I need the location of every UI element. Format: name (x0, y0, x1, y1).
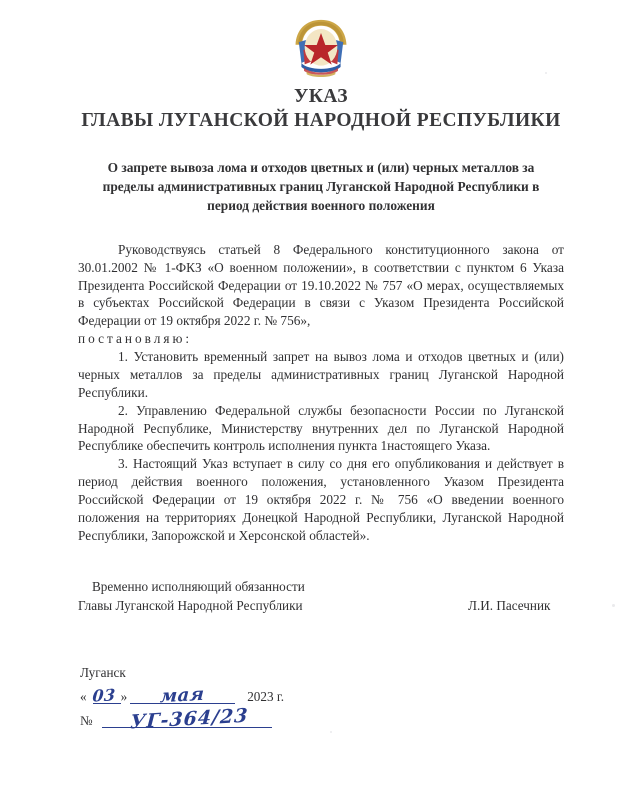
document-body (78, 241, 564, 545)
body-item-2: 2. Управлению Федеральной службы безопасности России по Луганской Народной Республике, Министерству внутренних дел по Луганской Народной Республике обеспечить контроль исполнения пункта 1настоящего Указа. (78, 402, 564, 454)
signature-role-line-2: Главы Луганской Народной Республики (78, 597, 303, 613)
date-day-underline (93, 703, 121, 704)
handwritten-month: мая (159, 683, 206, 708)
emblem-container (0, 0, 642, 82)
scan-speck (612, 604, 615, 607)
signature-role-line-1: Временно исполняющий обязанности (92, 579, 305, 594)
city-label: Луганск (80, 665, 126, 680)
body-item-3: 3. Настоящий Указ вступает в силу со дня его опубликования и действует в период действия военного положения, установленного Указом Президента Российской Федерации от 19 октября 2022 г. № 756 «О введении военного положения на территориях Донецкой Народной Республики, Луганской Народной Республики, Запорожской и Херсонской областей». (78, 456, 564, 543)
body-preamble: Руководствуясь статьей 8 Федерального конституционного закона от 30.01.2002 № 1-ФКЗ «О военном положении», в соответствии с пунктом 6 Указа Президента Российской Федерации от 19.10.2022 № 757 «О мерах, осуществляемых в субъектах Российской Федерации в связи с Указом Президента Российской Федерации от 19 октября 2022 г. № 756», (78, 241, 564, 329)
title-line-1: УКАЗ (294, 86, 348, 107)
number-underline (102, 727, 272, 728)
coat-of-arms-icon (288, 16, 354, 80)
signature-block (78, 578, 578, 615)
signature-role (78, 578, 408, 615)
signatory-name: Л.И. Пасечник (468, 597, 551, 613)
document-subtitle: О запрете вывоза лома и отходов цветных и (или) черных металлов за пределы административных границ Луганской Народной Республики в период действия военного положения (102, 159, 540, 213)
handwritten-number: УГ-364/23 (129, 704, 249, 734)
quote-open: « (80, 689, 87, 705)
body-resolve-word: постановляю: (78, 331, 193, 347)
number-slot (100, 706, 278, 732)
number-label: № (80, 713, 93, 729)
quote-close: » (120, 689, 128, 705)
document-title (0, 86, 642, 132)
scan-speck (545, 72, 547, 74)
body-item-1: 1. Установить временный запрет на вывоз лома и отходов цветных и (или) черных металлов за пределы административных границ Луганской Народной Республики. (78, 349, 564, 400)
number-row (80, 704, 284, 734)
footer-block (80, 664, 285, 734)
title-line-2: ГЛАВЫ ЛУГАНСКОЙ НАРОДНОЙ РЕСПУБЛИКИ (81, 109, 561, 131)
handwritten-day: 03 (91, 685, 116, 706)
scan-speck (330, 731, 332, 733)
date-year: 2023 г. (247, 689, 285, 705)
date-row (80, 684, 284, 706)
